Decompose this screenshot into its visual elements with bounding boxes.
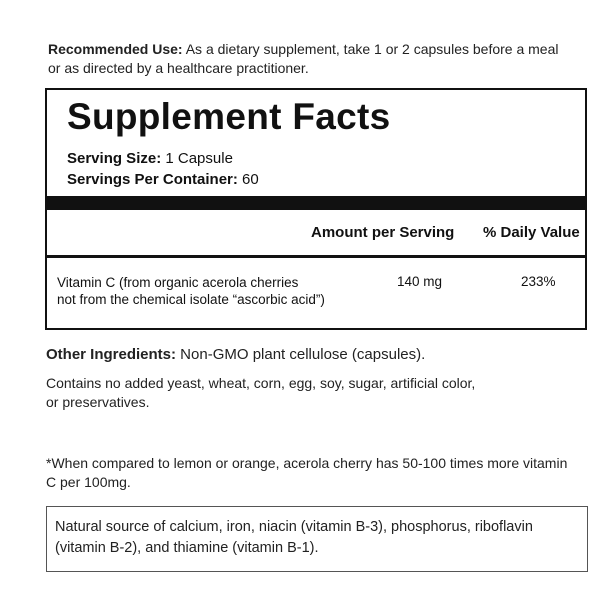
natural-source-box	[46, 506, 588, 572]
daily-value-header: % Daily Value	[483, 224, 580, 241]
header-divider	[47, 255, 585, 258]
recommended-use-text: As a dietary supplement, take 1 or 2 capsules before a meal or as directed by a healthcare practitioner.	[48, 41, 559, 76]
supplement-facts-panel	[45, 88, 587, 330]
nutrient-name-line1: Vitamin C (from organic acerola cherries	[57, 275, 299, 290]
serving-size	[67, 150, 233, 167]
nutrient-amount: 140 mg	[397, 274, 443, 289]
serving-size-label: Serving Size:	[67, 150, 162, 167]
nutrient-daily-value: 233%	[521, 274, 556, 289]
contains-note: Contains no added yeast, wheat, corn, egg, soy, sugar, artificial color, or preservatives.	[46, 375, 476, 410]
nutrient-name-line2: not from the chemical isolate “ascorbic acid”)	[57, 292, 325, 307]
footnote: *When compared to lemon or orange, acerola cherry has 50-100 times more vitamin C per 100mg.	[46, 455, 568, 490]
supplement-facts-title: Supplement Facts	[67, 96, 391, 137]
natural-source-text: Natural source of calcium, iron, niacin (vitamin B-3), phosphorus, riboflavin (vitamin B-2), and thiamine (vitamin B-1).	[55, 519, 533, 556]
serving-size-value: 1 Capsule	[161, 150, 233, 167]
other-ingredients	[46, 346, 425, 363]
amount-per-serving-header: Amount per Serving	[311, 224, 455, 241]
recommended-use	[48, 40, 568, 78]
recommended-use-label: Recommended Use:	[48, 41, 183, 57]
servings-per-container-label: Servings Per Container:	[67, 171, 238, 188]
nutrient-name	[57, 274, 377, 308]
other-ingredients-text: Non-GMO plant cellulose (capsules).	[176, 346, 426, 363]
servings-per-container	[67, 171, 259, 188]
other-ingredients-label: Other Ingredients:	[46, 346, 177, 363]
thick-divider	[47, 196, 585, 210]
servings-per-container-value: 60	[237, 171, 259, 188]
